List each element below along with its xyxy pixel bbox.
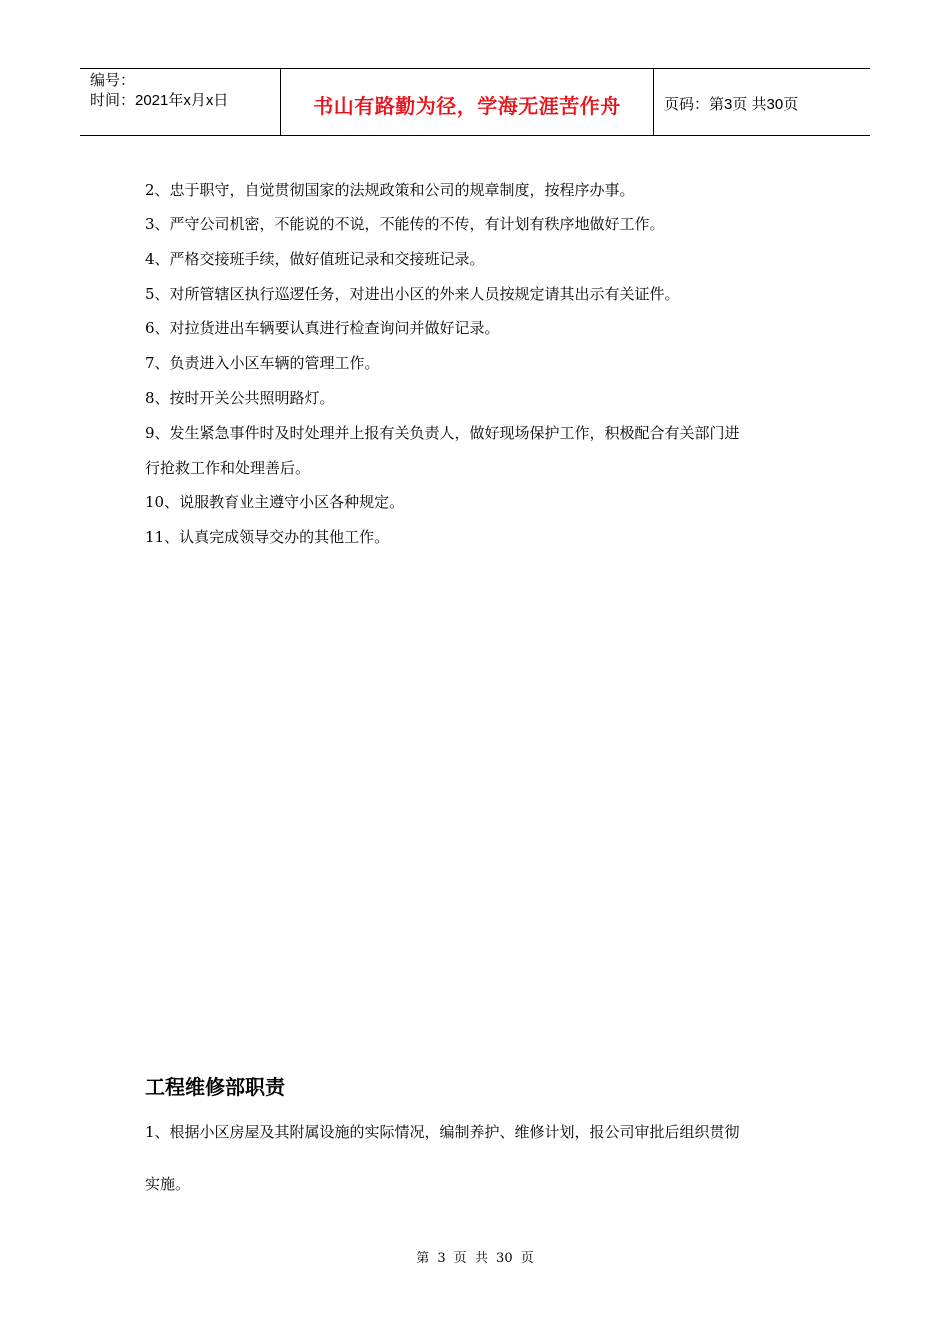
list-item: 2、忠于职守，自觉贯彻国家的法规政策和公司的规章制度，按程序办事。 [145,181,635,199]
page-footer: 第 3 页 共 30 页 [416,1251,534,1266]
list-item-continuation: 行抢救工作和处理善后。 [145,459,311,477]
motto-text: 书山有路勤为径，学海无涯苦作舟 [313,93,621,118]
list-item: 8、按时开关公共照明路灯。 [145,389,335,407]
section-title: 工程维修部职责 [145,1075,285,1099]
date-label: 时间：2021年x月x日 [90,92,229,109]
header-meta [80,69,281,135]
list-item: 7、负责进入小区车辆的管理工作。 [145,354,380,372]
list-item: 6、对拉货进出车辆要认真进行检查询问并做好记录。 [145,319,500,337]
list-item: 3、严守公司机密，不能说的不说，不能传的不传，有计划有秩序地做好工作。 [145,215,665,233]
list-item: 11、认真完成领导交办的其他工作。 [145,528,390,546]
header-page-cell [654,69,870,135]
list-item: 10、说服教育业主遵守小区各种规定。 [145,493,405,511]
list-item: 5、对所管辖区执行巡逻任务，对进出小区的外来人员按规定请其出示有关证件。 [145,285,680,303]
header-motto-cell [281,69,654,135]
section-line-continuation: 实施。 [145,1175,191,1193]
page-header [80,68,870,136]
list-item: 4、严格交接班手续，做好值班记录和交接班记录。 [145,250,485,268]
list-item: 9、发生紧急事件时及时处理并上报有关负责人，做好现场保护工作，积极配合有关部门进 [145,424,740,442]
code-label: 编号： [90,72,136,89]
page-label: 页码：第3页 共30页 [664,95,799,113]
section-line: 1、根据小区房屋及其附属设施的实际情况，编制养护、维修计划，报公司审批后组织贯彻 [145,1123,740,1141]
